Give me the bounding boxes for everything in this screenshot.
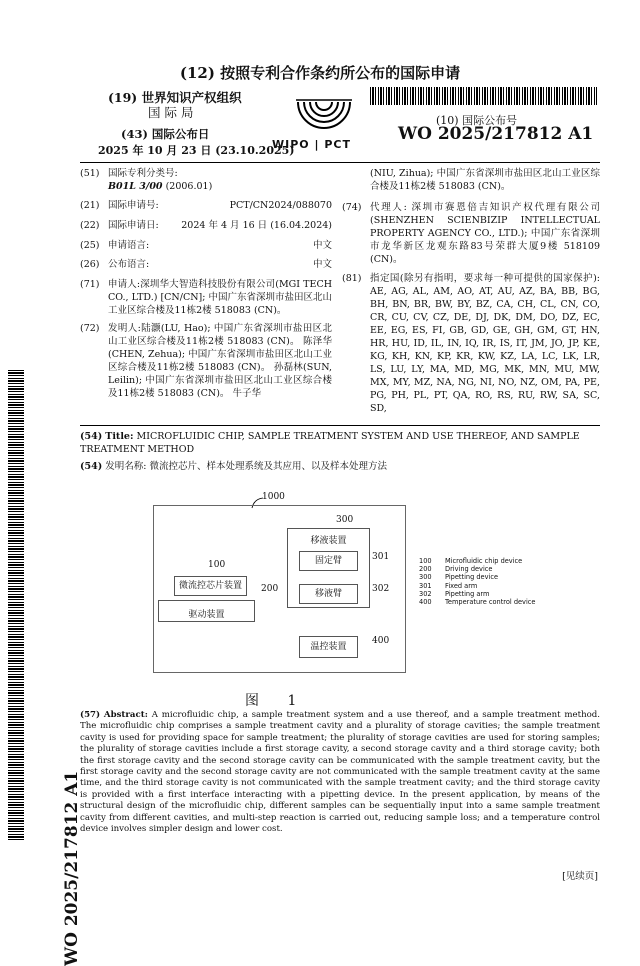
side-barcode [8,370,24,840]
org-name: (19) 世界知识产权组织 [108,90,242,105]
figure-frame [153,505,406,673]
box-temperature-control-device: 温控装置 [299,636,358,658]
figure-caption: 图 1 [245,693,309,709]
field-72-inventors: (72) 发明人:陆灏(LU, Hao); 中国广东省深圳市盐田区北山工业区综合楼及11栋2楼 518083 (CN)。 陈泽华(CHEN, Zehua); 中国广东省深圳市盐田区北山工业区综合楼及11栋2楼 518083 (CN)。 孙磊林(SUN, Leilin); 中国广东省深圳市盐田区北山工业区综合楼及11栋2楼 518083 (CN)。 牛子华 [80,323,332,399]
field-74-agent: (74) 代理人: 深圳市赛恩倍吉知识产权代理有限公司(SHENZHEN SCIENBIZIP INTELLECTUAL PROPERTY AGENCY CO., LTD.); 中国广东省深圳市龙华新区龙观东路83号荣群大厦9楼 518109 (CN)。 [342,202,600,265]
box-driving-device: 驱动装置 [158,600,255,622]
pubno-label: (10) 国际公布号 [436,114,518,127]
abstract: (57) Abstract: A microfluidic chip, a sample treatment system and a use thereof, and a sample treatment method. The microfluidic chip comprises a sample treatment cavity and a plurality of storage cavities; the sample treatment cavity is used for providing space for sample treatment; the plurality of storage cavities are used for storing samples; the plurality of storage cavities include a first storage cavity, a second storage cavity and a third storage cavity; both the first storage cavity and the second storage cavity can be communicated with the sample treatment cavity, but the first storage cavity and the second storage cavity are not communicated with the sample treatment cavity at the same time, and the third storage cavity is not communicated with the sample treatment cavity; and the third storage cavity is provided with a first interface interacting with a pipetting device. In the present application, by means of the structural design of the microfluidic chip, different samples can be sequentially input into a same sample treatment cavity from different cavities, and multi-step reaction is carried out, reducing sample loss; and a temperature control device involves simpler design and lower cost. [80,710,601,835]
legend-row: 400 Temperature control device [419,598,536,607]
field-72-continued: (NIU, Zihua); 中国广东省深圳市盐田区北山工业区综合楼及11栋2楼 518083 (CN)。 [370,168,600,192]
side-publication-number: WO 2025/217812 A1 [62,770,82,966]
box-pipetting-arm: 移液臂 [299,584,358,604]
field-22: (22) 国际申请日: 2024 年 4 月 16 日 (16.04.2024) [80,220,332,231]
box-microfluidic-chip-device: 微流控芯片装置 [174,576,247,596]
legend-row: 200 Driving device [419,565,493,574]
box-pipetting-device: 移液装置 [287,528,370,608]
legend-row: 302 Pipetting arm [419,589,490,598]
field-25: (25) 申请语言: 中文 [80,240,332,251]
publication-number: WO 2025/217812 A1 [398,124,594,144]
legend-row: 301 Fixed arm [419,581,478,590]
title-en: (54) Title: MICROFLUIDIC CHIP, SAMPLE TREATMENT SYSTEM AND USE THEREOF, AND SAMPLE TREATMENT METHOD [80,431,580,455]
field-26: (26) 公布语言: 中文 [80,259,332,270]
header-divider [80,162,600,163]
ref-200: 200 [261,584,279,594]
figure-legend [419,557,535,606]
ref-1000: 1000 [262,492,285,502]
pubdate-label: (43) 国际公布日 [121,127,210,141]
title-zh: (54) 发明名称: 微流控芯片、样本处理系统及其应用、以及样本处理方法 [80,461,387,472]
field-51: (51) 国际专利分类号: B01L 3/00 (2006.01) [80,168,213,192]
field-21: (21) 国际申请号: PCT/CN2024/088070 [80,200,332,211]
org-bureau: 国际局 [148,105,198,120]
document-title: (12) 按照专利合作条约所公布的国际申请 [179,64,461,82]
ref-400: 400 [372,636,390,646]
legend-row: 300 Pipetting device [419,573,499,582]
continued-note: [见续页] [562,871,598,882]
wipo-logo-text: WIPO | PCT [272,138,351,151]
legend-row: 100 Microfluidic chip device [419,557,523,565]
box-fixed-arm: 固定臂 [299,551,358,571]
field-81-designated-states: (81) 指定国(除另有指明，要求每一种可提供的国家保护): AE, AG, AL, AM, AO, AT, AU, AZ, BA, BB, BG, BH, BN, BR, BW, BY, BZ, CA, CH, CL, CN, CO, CR, CU, CV, CZ, DE, DJ, DK, DM, DO, DZ, EC, EE, EG, ES, FI, GB, GD, GE, GH, GM, GT, HN, HR, HU, ID, IL, IN, IQ, IR, IS, IT, JM, JO, JP, KE, KG, KH, KN, KP, KR, KW, KZ, LA, LC, LK, LR, LS, LU, LY, MA, MD, MG, MK, MN, MU, MW, MX, MY, MZ, NA, NG, NI, NO, NZ, OM, PA, PE, PG, PH, PL, PT, QA, RO, RS, RU, RW, SA, SC, SD, [342,273,600,414]
ref-300: 300 [336,515,354,525]
ref-100: 100 [208,560,226,570]
title-divider [80,425,600,426]
field-71-applicant: (71) 申请人:深圳华大智造科技股份有限公司(MGI TECH CO., LTD.) [CN/CN]; 中国广东省深圳市盐田区北山工业区综合楼及11栋2楼 518083 (CN)。 [80,279,332,316]
ref-302: 302 [372,584,390,594]
pubdate: 2025 年 10 月 23 日 (23.10.2025) [98,144,295,157]
barcode [370,87,597,105]
ref-301: 301 [372,552,390,562]
